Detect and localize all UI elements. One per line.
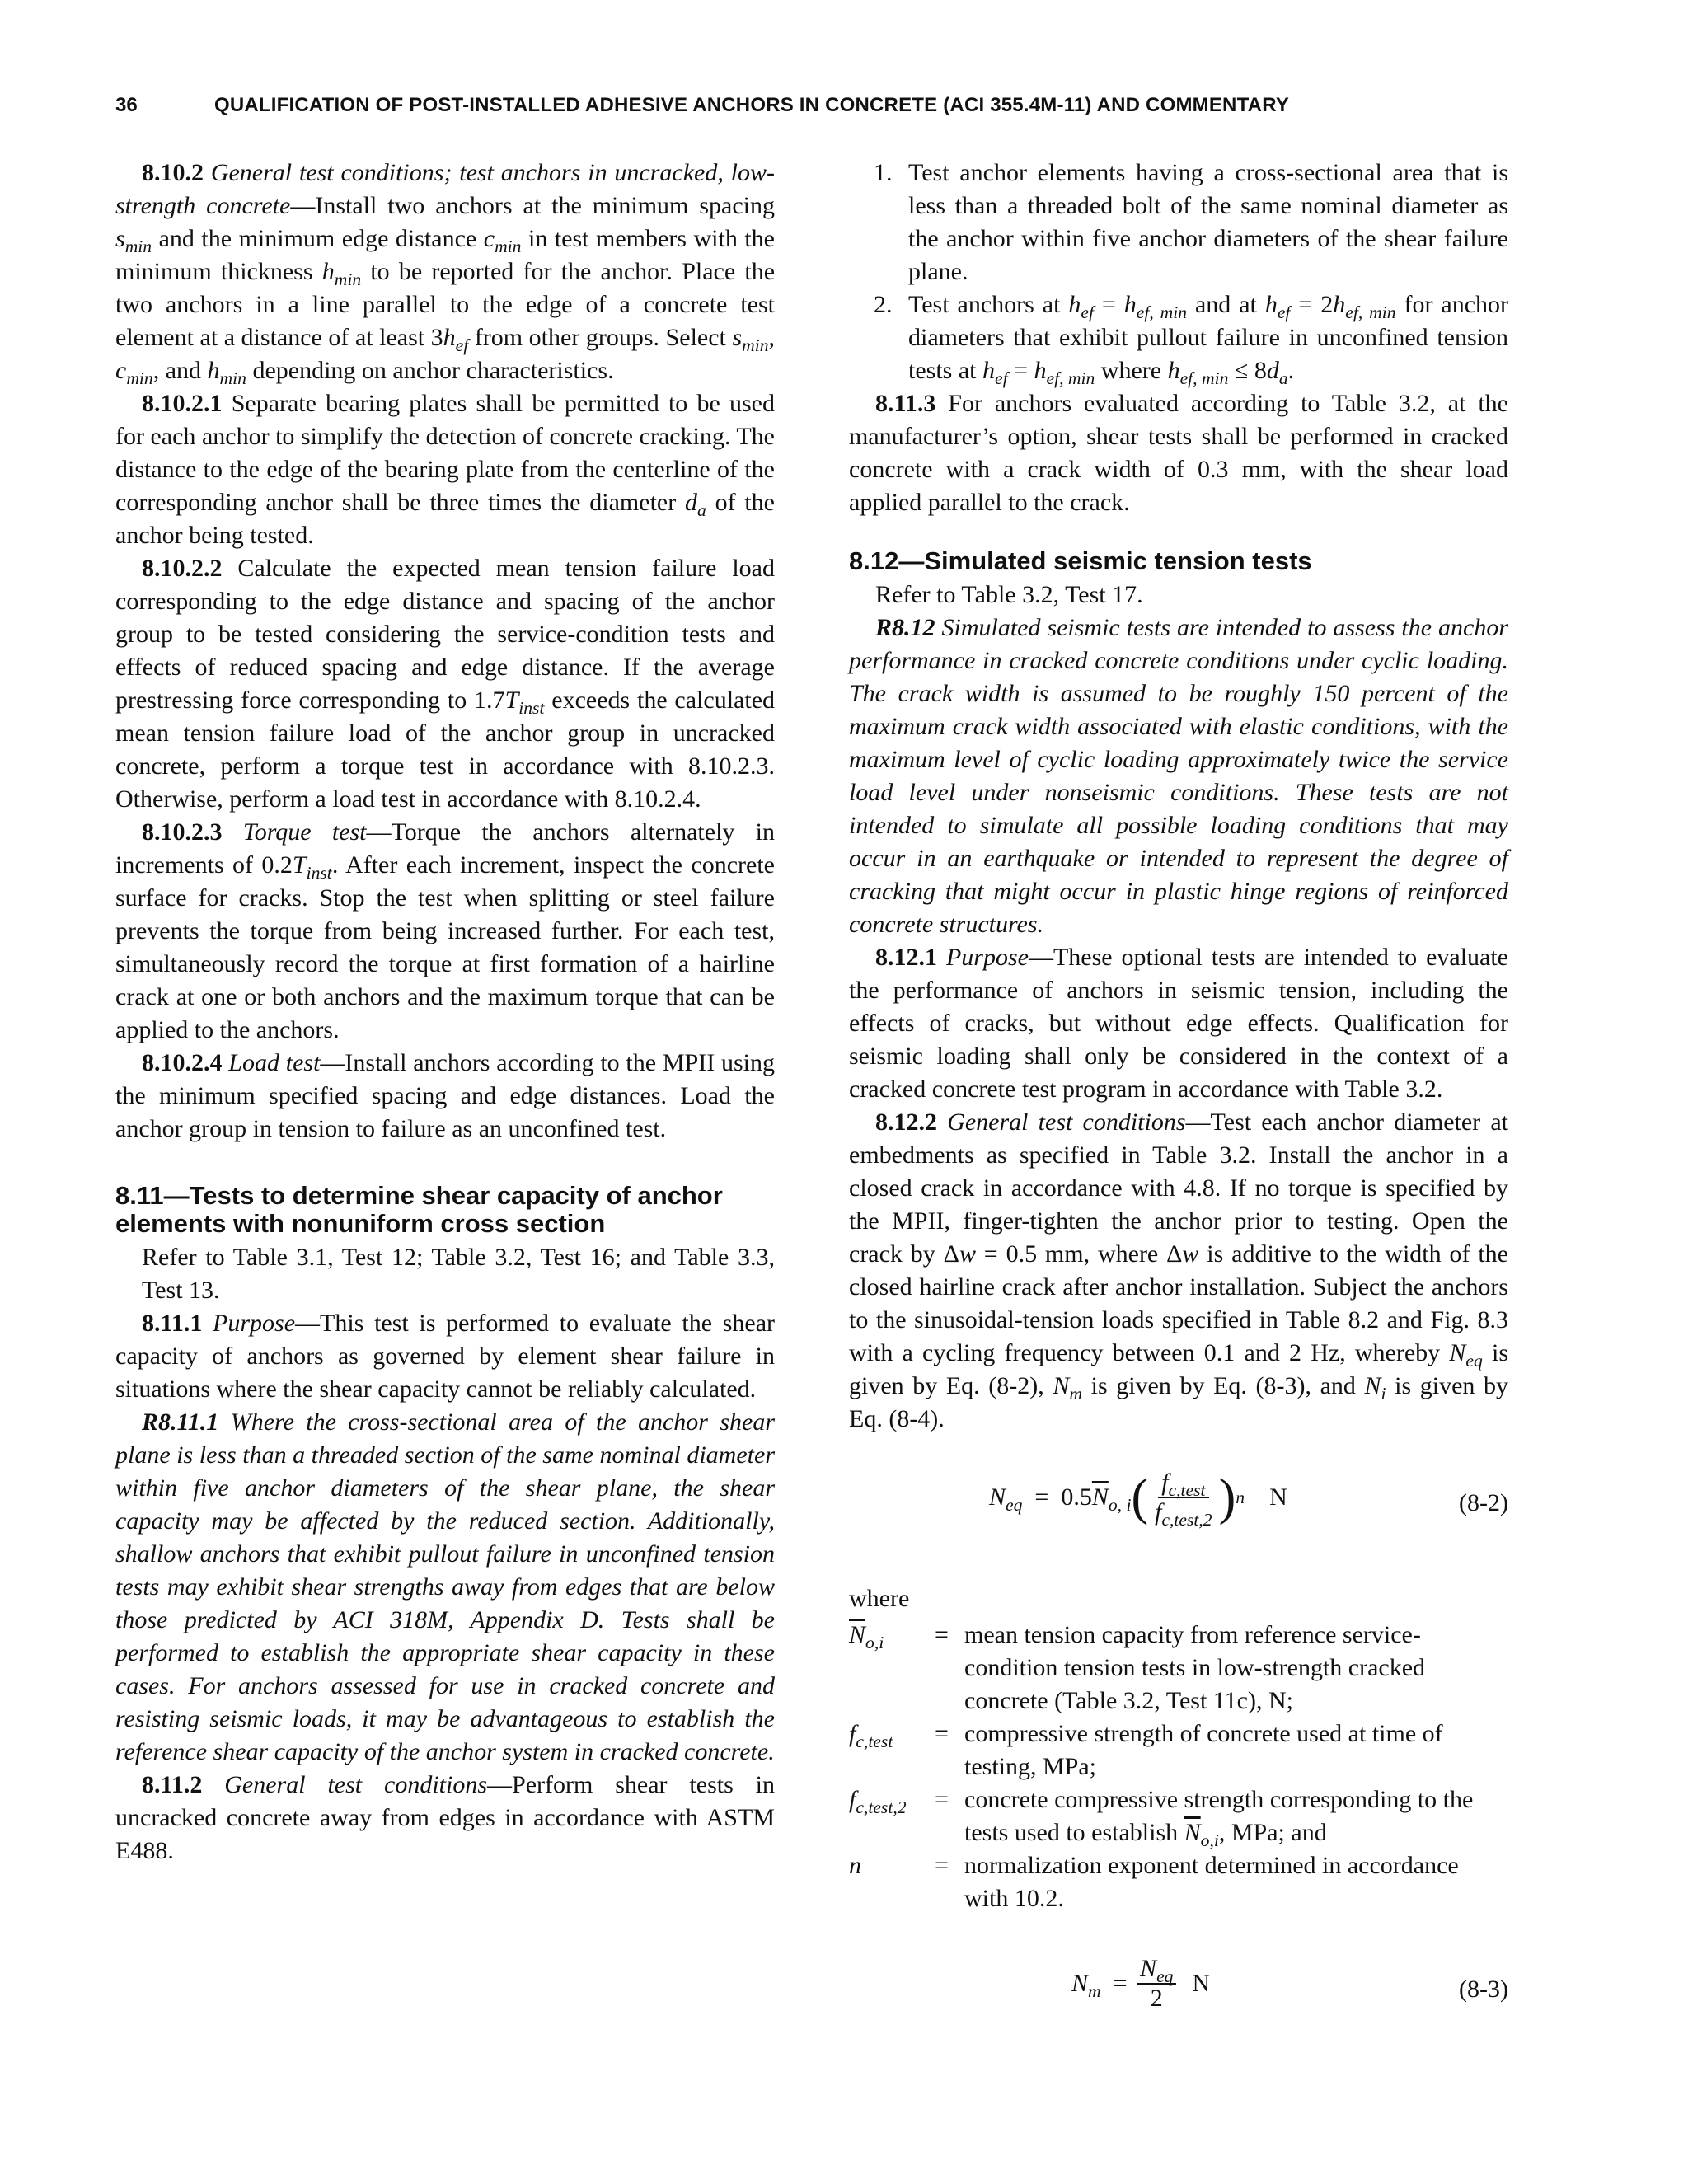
definitions xyxy=(849,1619,1508,1915)
refer-8-11: Refer to Table 3.1, Test 12; Table 3.2, Test 16; and Table 3.3, Test 13. xyxy=(142,1244,775,1304)
equation-number: (8-3) xyxy=(1459,1975,1508,2003)
definition-item: $f_{c,test,2}$ = concrete compressive strength corresponding to the tests used to establish $\overline{N}_{o,i}$, MPa; and xyxy=(849,1786,1474,1850)
list-item: 2. Test anchors at $h_{ef} = h_{ef, min}$ and at $h_{ef} = 2h_{ef, min}$ for anchor diameters that exhibit pullout failure in unconfined tension tests at $h_{ef} = h_{ef, min}$ where $h_{ef, min} \le 8d_a$. xyxy=(874,291,1509,388)
equation-8-3: $N_m$ = $\frac{N_{eq}}{2}$ N (8-3) xyxy=(1071,1955,1508,2012)
commentary-r8-12: R8.12 Simulated seismic tests are intended to assess the anchor performance in cracked concrete conditions under cyclic loading. The crack width is assumed to be roughly 150 percent of the maximum crack width associated with elastic conditions, with the maximum level of cyclic loading approximately twice the service load level under nonseismic conditions. These tests are not intended to simulate all possible loading conditions that may occur in an earthquake or intended to represent the degree of cracking that might occur in plastic hinge regions of reinforced concrete structures. xyxy=(849,614,1508,938)
commentary-r8-11-1: R8.11.1 Where the cross-sectional area of the anchor shear plane is less than a threaded section of the same nominal diameter within five anchor diameters of the shear plane, the shear capacity may be affected by the reduced section. Additionally, shallow anchors that exhibit pullout failure in unconfined tension tests may exhibit shear strengths away from edges that are below those predicted by ACI 318M, Appendix D. Tests shall be performed to establish the appropriate shear capacity in these cases. For anchors assessed for use in cracked concrete and resisting seismic loads, it may be advantageous to establish the reference shear capacity of the anchor system in cracked concrete. xyxy=(115,1408,775,1765)
section-8-12-2: 8.12.2 General test conditions—Test each anchor diameter at embedments as specified in Table 3.2. Install the anchor in a closed crack in accordance with 4.8. If no torque is specified by the MPII, finger-tighten the anchor prior to testing. Open the crack by Δw = 0.5 mm, where Δw is additive to the width of the closed hairline crack after anchor installation. Subject the anchors to the sinusoidal-tension loads specified in Table 8.2 and Fig. 8.3 with a cycling frequency between 0.1 and 2 Hz, whereby $N_{eq}$ is given by Eq. (8-2), $N_m$ is given by Eq. (8-3), and $N_i$ is given by Eq. (8-4). xyxy=(849,1108,1509,1432)
section-8-10-2: 8.10.2 General test conditions; test anchors in uncracked, low-strength concrete—Install two anchors at the minimum spacing $s_{min}$ and the minimum edge distance $c_{min}$ in test members with the minimum thickness $h_{min}$ to be reported for the anchor. Place the two anchors in a line parallel to the edge of a concrete test element at a distance of at least $3h_{ef}$ from other groups. Select $s_{min}$, $c_{min}$, and $h_{min}$ depending on anchor characteristics. xyxy=(115,159,776,388)
section-8-10-2-2: 8.10.2.2 Calculate the expected mean tension failure load corresponding to the edge distance and spacing of the anchor group to be tested considering the service-condition tests and effects of reduced spacing and edge distance. If the average prestressing force corresponding to $1.7T_{inst}$ exceeds the calculated mean tension failure load of the anchor group in uncracked concrete, perform a torque test in accordance with 8.10.2.3. Otherwise, perform a load test in accordance with 8.10.2.4. xyxy=(115,555,776,813)
running-title: QUALIFICATION OF POST-INSTALLED ADHESIVE ANCHORS IN CONCRETE (ACI 355.4M-11) AND COMMENTARY xyxy=(214,94,1290,116)
section-8-11-2: 8.11.2 General test conditions—Perform shear tests in uncracked concrete away from edges in accordance with ASTM E488. xyxy=(115,1771,775,1864)
heading-8-11: 8.11—Tests to determine shear capacity of anchor elements with nonuniform cross section xyxy=(115,1181,723,1238)
equation-8-2: $N_{eq}$ = 0.5 $\overline{N}$ $_{o, i}$ ( $\frac{f_{c,test}}{f_{c,test,2}}$ ) n N (8-2) xyxy=(989,1469,1508,1530)
right-column xyxy=(849,157,1508,2054)
page-header xyxy=(115,94,1582,127)
where-label: where xyxy=(849,1585,910,1612)
section-8-12-1: 8.12.1 Purpose—These optional tests are intended to evaluate the performance of anchors in seismic tension, including the effects of cracks, but without edge effects. Qualification for seismic loading shall only be considered in the context of a cracked concrete test program in accordance with Table 3.2. xyxy=(849,944,1508,1103)
left-column xyxy=(115,157,775,1868)
page-number: 36 xyxy=(115,94,138,116)
section-8-11-1: 8.11.1 Purpose—This test is performed to evaluate the shear capacity of anchors as governed by element shear failure in situations where the shear capacity cannot be reliably calculated. xyxy=(115,1310,775,1403)
list-item: 1. Test anchor elements having a cross-sectional area that is less than a threaded bolt of the same nominal diameter as the anchor within five anchor diameters of the shear failure plane. xyxy=(874,159,1508,285)
definition-item: $\overline{N}_{o,i}$ = mean tension capacity from reference service-condition tension tests in low-strength cracked concrete (Table 3.2, Test 11c), N; xyxy=(849,1621,1426,1714)
heading-8-12: 8.12—Simulated seismic tension tests xyxy=(849,546,1312,575)
refer-8-12: Refer to Table 3.2, Test 17. xyxy=(875,581,1143,608)
test-list xyxy=(849,157,1508,387)
definition-item: $f_{c,test}$ = compressive strength of concrete used at time of testing, MPa; xyxy=(849,1720,1443,1780)
definition-item: n = normalization exponent determined in accordance with 10.2. xyxy=(849,1852,1459,1912)
equation-number: (8-2) xyxy=(1459,1489,1508,1516)
section-8-10-2-1: 8.10.2.1 Separate bearing plates shall be permitted to be used for each anchor to simplify the detection of concrete cracking. The distance to the edge of the bearing plate from the centerline of the corresponding anchor shall be three times the diameter $d_a$ of the anchor being tested. xyxy=(115,390,775,549)
section-8-10-2-4: 8.10.2.4 Load test—Install anchors according to the MPII using the minimum specified spacing and edge distances. Load the anchor group in tension to failure as an unconfined test. xyxy=(115,1049,775,1142)
section-8-11-3: 8.11.3 For anchors evaluated according to Table 3.2, at the manufacturer’s option, shear tests shall be performed in cracked concrete with a crack width of 0.3 mm, with the shear load applied parallel to the crack. xyxy=(849,390,1508,516)
section-8-10-2-3: 8.10.2.3 Torque test—Torque the anchors alternately in increments of $0.2T_{inst}$. After each increment, inspect the concrete surface for cracks. Stop the test when splitting or steel failure prevents the torque from being increased further. For each test, simultaneously record the torque at first formation of a hairline crack at one or both anchors and the maximum torque that can be applied to the anchors. xyxy=(115,818,776,1043)
